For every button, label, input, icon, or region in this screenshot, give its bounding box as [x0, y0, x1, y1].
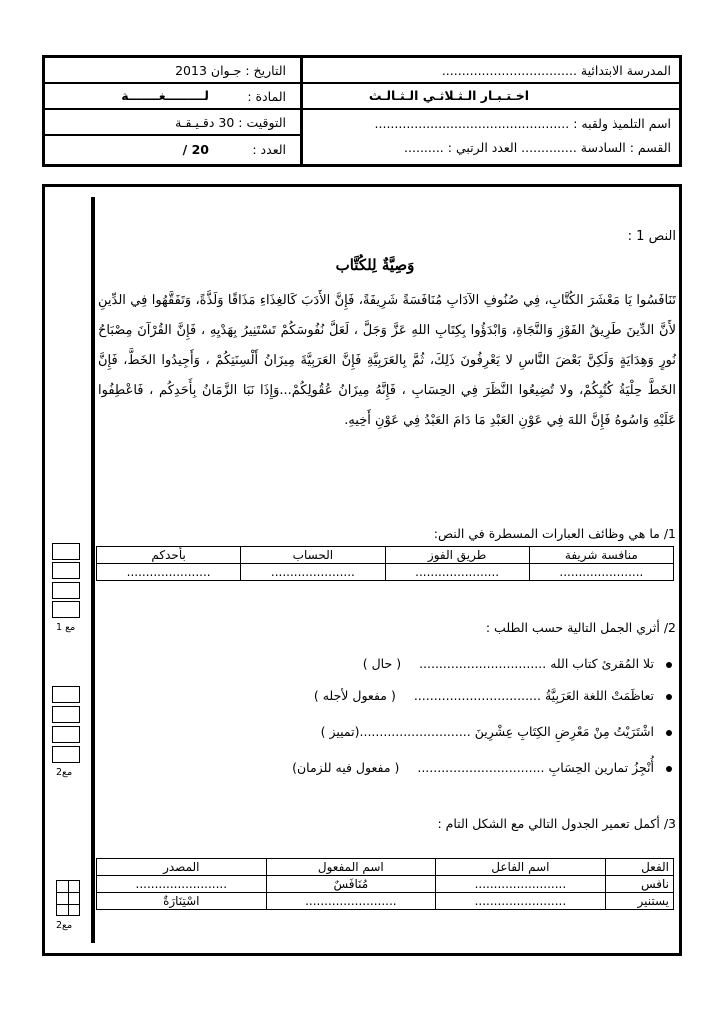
header-divider — [300, 58, 303, 164]
q2-item — [314, 688, 672, 703]
class-field: القسم : السادسة .............. العدد الرتبي : .......... — [404, 140, 671, 155]
q2-item-text: تلا المُقرئ كتاب الله — [550, 656, 654, 671]
q3-header: المصدر — [97, 859, 267, 876]
answer-blank[interactable]: ................................ — [413, 688, 541, 703]
q2-item-text: اشْتَرَيْتُ مِنْ مَعْرِضِ الكِتَابِ عِشْرِينَ — [474, 724, 654, 739]
q3-cell[interactable]: ........................ — [97, 876, 267, 893]
school-name: المدرسة الابتدائية .................................. — [441, 63, 671, 78]
q2-item-req: (تمييز ) — [320, 724, 360, 739]
score-grid[interactable] — [56, 880, 80, 916]
grade-value: 20 / — [182, 142, 209, 157]
q2-item-text: أُنْجِزُ تمارين الحِسَابِ — [548, 760, 654, 775]
score-box[interactable] — [52, 601, 80, 618]
score-margin-line — [91, 197, 95, 943]
q1-header: بأحدكم — [97, 547, 241, 564]
answer-blank[interactable]: ................................ — [419, 656, 547, 671]
header-line — [45, 108, 300, 110]
q3-title: 3/ أكمل تعمير الجدول التالي مع الشكل التام : — [437, 816, 676, 831]
subject-label: المادة : — [247, 89, 286, 104]
score-box[interactable] — [52, 726, 80, 743]
student-name-field: اسم التلميذ ولقبه : ................................................. — [374, 116, 671, 131]
q1-header: منافسة شريفة — [529, 547, 673, 564]
score-box[interactable] — [52, 686, 80, 703]
q1-answer[interactable]: ...................... — [385, 564, 529, 581]
q2-item — [321, 724, 672, 739]
q1-header: الحساب — [241, 547, 385, 564]
q3-table — [96, 858, 674, 910]
header-line — [45, 82, 300, 84]
q2-item — [292, 760, 672, 775]
q3-header: اسم الفاعل — [436, 859, 606, 876]
answer-blank[interactable]: ................................ — [417, 760, 545, 775]
header-line — [303, 82, 679, 84]
score-box[interactable] — [52, 746, 80, 763]
q1-table — [96, 546, 674, 581]
q3-cell[interactable]: ........................ — [266, 893, 436, 910]
q3-cell: نافس — [605, 876, 673, 893]
q1-answer[interactable]: ...................... — [529, 564, 673, 581]
q3-cell: يستنير — [605, 893, 673, 910]
header-box — [42, 55, 682, 167]
text-title: وَصِيَّةٌ لِلكُتَّاب — [335, 256, 415, 274]
subject-value: لـــــــــغـــــــة — [121, 88, 209, 103]
q2-item-text: تعاظَمَتْ اللغة العَرَبِيَّةُ — [544, 688, 654, 703]
header-line — [303, 108, 679, 110]
q2-item-req: ( مفعول لأجله ) — [313, 688, 396, 703]
q3-header: اسم المفعول — [266, 859, 436, 876]
q1-header: طريق الفوز — [385, 547, 529, 564]
q1-score-label: مع 1 — [56, 622, 76, 633]
score-box[interactable] — [52, 562, 80, 579]
q3-score-label: مع2 — [56, 920, 73, 931]
header-line — [45, 134, 300, 136]
q2-item — [363, 656, 672, 671]
text-label: النص 1 : — [627, 229, 676, 244]
q3-cell: مُنَافَسٌ — [266, 876, 436, 893]
q1-title: 1/ ما هي وظائف العبارات المسطرة في النص: — [433, 526, 676, 541]
score-box[interactable] — [52, 582, 80, 599]
q2-item-req: ( حال ) — [362, 656, 402, 671]
q3-cell[interactable]: ........................ — [436, 893, 606, 910]
score-box[interactable] — [52, 706, 80, 723]
q2-title: 2/ أثري الجمل التالية حسب الطلب : — [485, 620, 676, 635]
q3-cell: اسْتِنَارَةٌ — [97, 893, 267, 910]
exam-title: اخـتـبـار الـثـلاثـي الـثـالـث — [368, 88, 529, 103]
text-body: تَنَافَسُوا يَا مَعْشَرَ الكُتَّابِ، فِي صُنُوفِ الآدَابِ مُنَافَسَةً شَرِيفَةً، فَإِنَّ الأَدَبَ كَالغِذَاءِ مَذَاقًا وَلَذَّةً، وَتَفَقَّهُوا فِي الدِّينِ لأَنَّ الدِّينَ طَرِيقُ الفَوْزِ وَالنَّجَاةِ، وَابْدَؤُوا بِكِتَابِ اللهِ عَزَّ وَجَلَّ ، لَعَلَّ نُفُوسَكُمْ تَسْتَنِيرُ بِهَدْيِهِ ، فَإِنَّ القُرْآنَ مِصْبَاحُ نُورٍ وَهِدَايَةٍ وَلَكِنَّ بَعْضَ النَّاسِ لا يَعْرِفُونَ ذَلِكَ، ثُمَّ بِالعَرَبِيَّةِ فَإِنَّ العَرَبِيَّةَ مِيزَانُ أَلْسِنَتِكُمْ ، وَأَجِيدُوا الخَطَّ، فَإِنَّ الخَطَّ حِلْيَةُ كُتُبِكُمْ، ولا تُضِيعُوا النَّظَرَ فِي الحِسَابِ ، فَإِنَّهُ مِيزَانُ عُقُولِكُمْ...وَإِذَا نَبَا الزَّمَانُ بِأَحَدِكُم ، فَاعْطِفُوا عَلَيْهِ وَاسُوهُ فَإِنَّ اللهَ فِي عَوْنِ العَبْدِ مَا دَامَ العَبْدُ فِي عَوْنِ أَخِيهِ. — [98, 293, 676, 428]
q3-cell[interactable]: ........................ — [436, 876, 606, 893]
grade-label: العدد : — [252, 142, 286, 157]
q2-score-label: مع2 — [56, 767, 73, 778]
q2-item-req: ( مفعول فيه للزمان) — [292, 760, 400, 775]
time-label: التوقيت : 30 دقـيـقـة — [175, 115, 286, 130]
q1-answer[interactable]: ...................... — [241, 564, 385, 581]
score-box[interactable] — [52, 543, 80, 560]
date-label: التاريخ : جـوان 2013 — [175, 63, 286, 78]
q1-answer[interactable]: ...................... — [97, 564, 241, 581]
q3-header: الفعل — [605, 859, 673, 876]
answer-blank[interactable]: ............................ — [359, 724, 471, 739]
